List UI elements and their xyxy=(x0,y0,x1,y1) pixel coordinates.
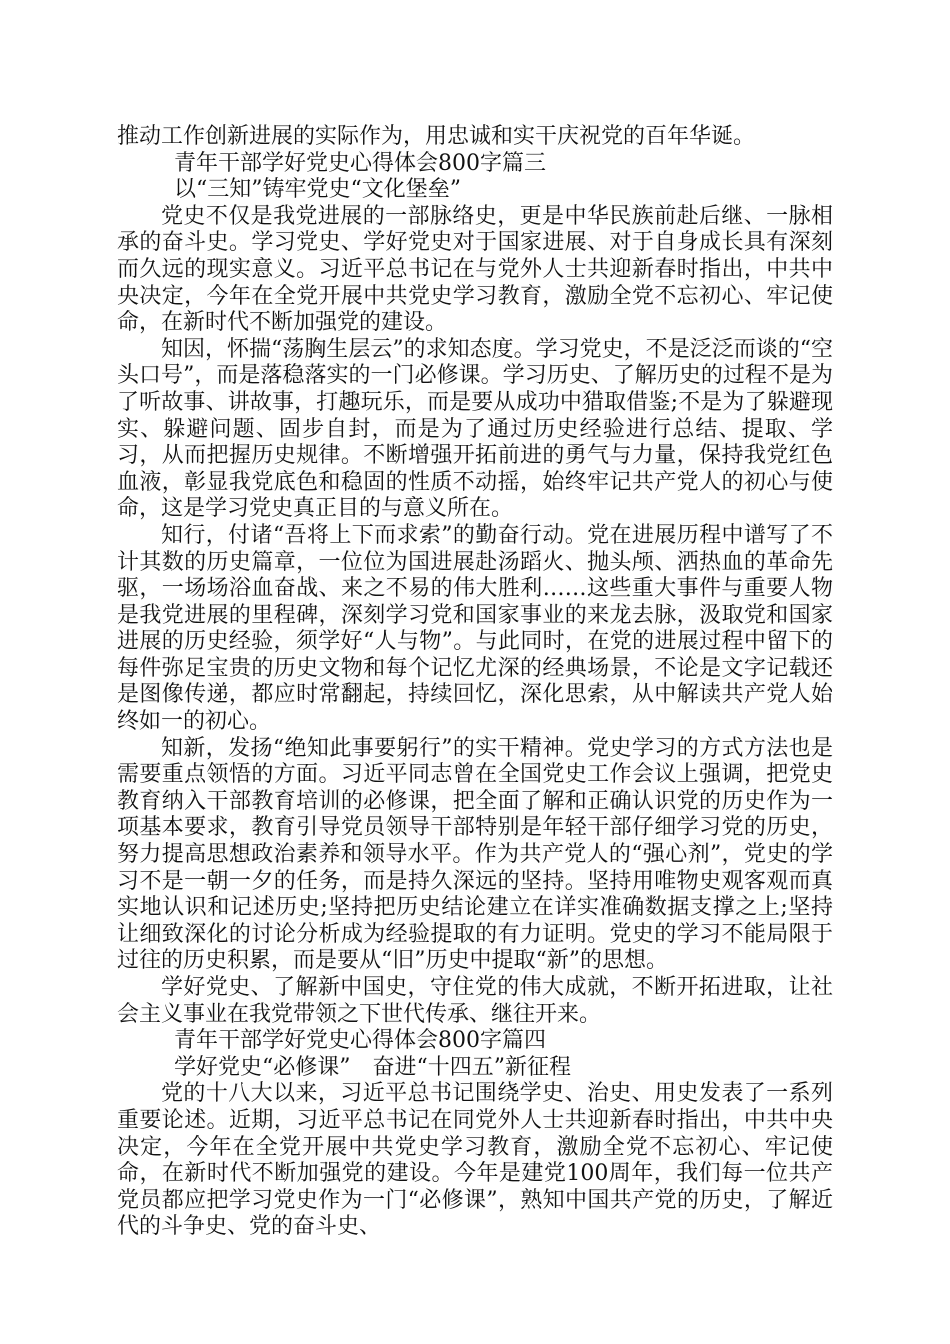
paragraph: 学好党史、了解新中国史，守住党的伟大成就，不断开拓进取，让社会主义事业在我党带领之下世代传承、继往开来。 xyxy=(117,975,833,1027)
paragraph: 知新，发扬“绝知此事要躬行”的实干精神。党史学习的方式方法也是需要重点领悟的方面。习近平同志曾在全国党史工作会议上强调，把党史教育纳入干部教育培训的必修课，把全面了解和正确认识党的历史作为一项基本要求，教育引导党员领导干部特别是年轻干部仔细学习党的历史，努力提高思想政治素养和领导水平。作为共产党人的“强心剂”，党史的学习不是一朝一夕的任务，而是持久深远的坚持。坚持用唯物史观客观而真实地认识和记述历史;坚持把历史结论建立在详实准确数据支撑之上;坚持让细致深化的讨论分析成为经验提取的有力证明。党史的学习不能局限于过往的历史积累，而是要从“旧”历史中提取“新”的思想。 xyxy=(117,735,833,974)
paragraph: 党史不仅是我党进展的一部脉络史，更是中华民族前赴后继、一脉相承的奋斗史。学习党史、学好党史对于国家进展、对于自身成长具有深刻而久远的现实意义。习近平总书记在与党外人士共迎新春时指出，中共中央决定，今年在全党开展中共党史学习教育，激励全党不忘初心、牢记使命，在新时代不断加强党的建设。 xyxy=(117,203,833,336)
document-body xyxy=(117,124,833,1241)
section-title: 青年干部学好党史心得体会800字篇四 xyxy=(174,1028,546,1054)
paragraph: 知因，怀揣“荡胸生层云”的求知态度。学习党史，不是泛泛而谈的“空头口号”，而是落稳落实的一门必修课。学习历史、了解历史的过程不是为了听故事、讲故事，打趣玩乐，而是要从成功中猎取借鉴;不是为了躲避现实、躲避问题、固步自封，而是为了通过历史经验进行总结、提取、学习，从而把握历史规律。不断增强开拓前进的勇气与力量，保持我党红色血液，彰显我党底色和稳固的性质不动摇，始终牢记共产党人的初心与使命，这是学习党史真正目的与意义所在。 xyxy=(117,336,833,522)
section-subtitle: 学好党史“必修课” 奋进“十四五”新征程 xyxy=(174,1054,571,1080)
paragraph: 推动工作创新进展的实际作为，用忠诚和实干庆祝党的百年华诞。 xyxy=(117,124,756,149)
section-title: 青年干部学好党史心得体会800字篇三 xyxy=(174,150,546,176)
paragraph: 党的十八大以来，习近平总书记围绕学史、治史、用史发表了一系列重要论述。近期，习近平总书记在同党外人士共迎新春时指出，中共中央决定，今年在全党开展中共党史学习教育，激励全党不忘初心、牢记使命，在新时代不断加强党的建设。今年是建党100周年，我们每一位共产党员都应把学习党史作为一门“必修课”，熟知中国共产党的历史，了解近代的斗争史、党的奋斗史、 xyxy=(117,1081,833,1240)
paragraph: 知行，付诸“吾将上下而求索”的勤奋行动。党在进展历程中谱写了不计其数的历史篇章，一位位为国进展赴汤蹈火、抛头颅、洒热血的革命先驱，一场场浴血奋战、来之不易的伟大胜利……这些重大事件与重要人物是我党进展的里程碑，深刻学习党和国家事业的来龙去脉，汲取党和国家进展的历史经验，须学好“人与物”。与此同时，在党的进展过程中留下的每件弥足宝贵的历史文物和每个记忆尤深的经典场景，不论是文字记载还是图像传递，都应时常翻起，持续回忆，深化思索，从中解读共产党人始终如一的初心。 xyxy=(117,522,833,735)
section-subtitle: 以“三知”铸牢党史“文化堡垒” xyxy=(174,177,461,203)
